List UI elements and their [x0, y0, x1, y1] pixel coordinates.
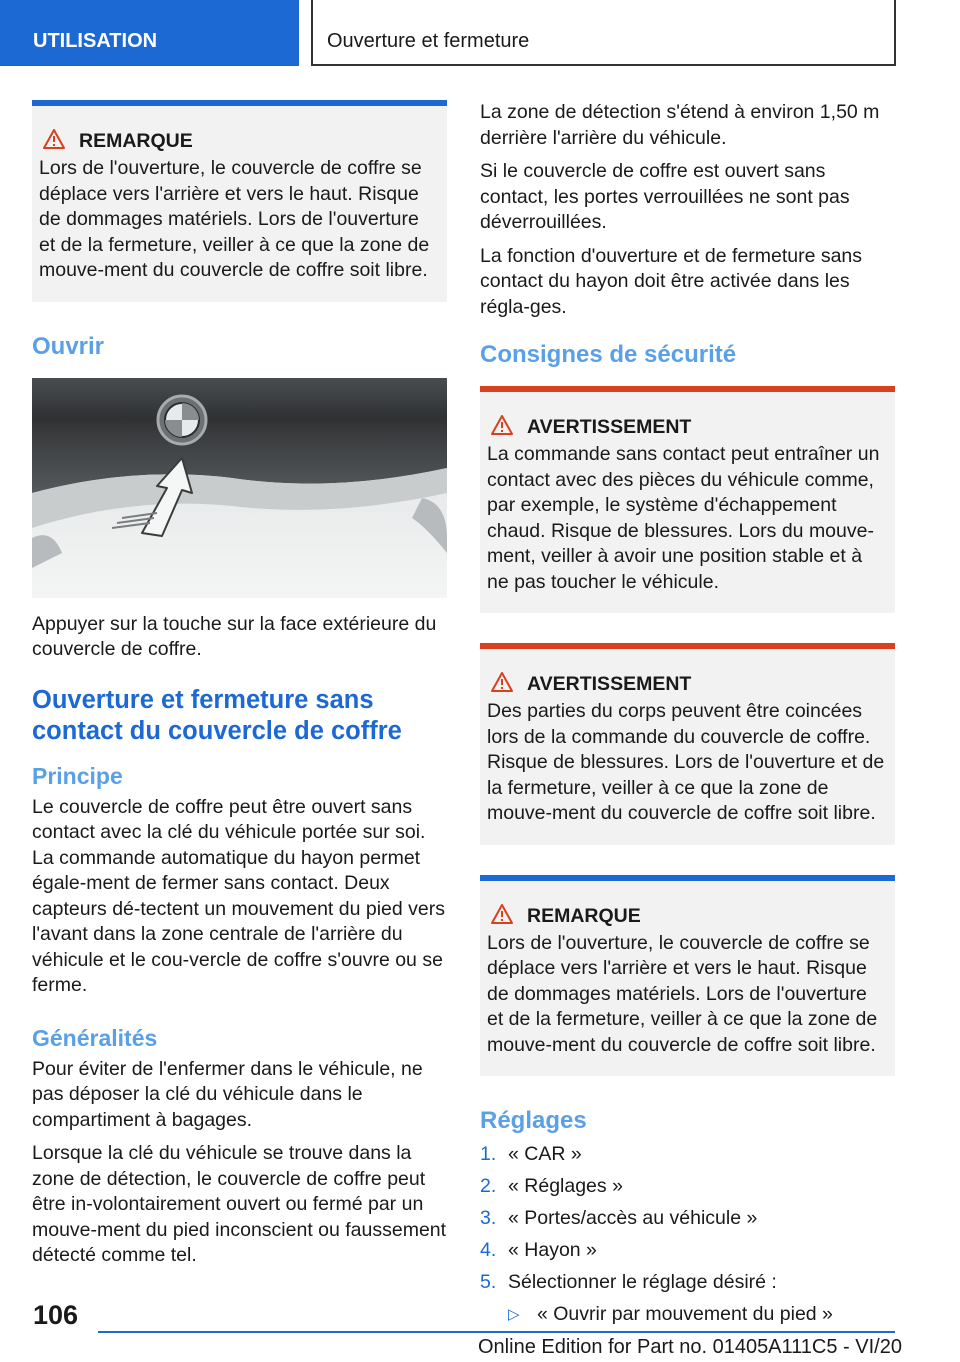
notice-text: Lors de l'ouverture, le couvercle de coffre se déplace vers l'arrière et vers le haut. Risque de dommages matériels. Lors de l'ouverture et de la fermeture, veiller à ce que la zone de mouve-ment du couvercle de coffre soit libre. — [487, 931, 878, 1056]
sub-list-item: ▷ « Ouvrir par mouvement du pied » — [508, 1302, 895, 1328]
left-column — [32, 100, 447, 1269]
warning-text: Des parties du corps peuvent être coincées lors de la commande du couvercle de coffre. Risque de blessures. Lors de l'ouverture et de la fermeture, veiller à ce que la zone de mouve-ment du couvercle de coffre soit libre. — [487, 700, 885, 824]
warning-triangle-icon — [39, 130, 79, 152]
warning-triangle-icon — [487, 673, 527, 695]
notice-title: REMARQUE — [527, 904, 641, 927]
trunk-illustration — [32, 378, 447, 598]
warning-triangle-icon — [487, 905, 527, 927]
doors-text: Si le couvercle de coffre est ouvert sans contact, les portes verrouillées ne sont pas déverrouillées. — [480, 160, 850, 233]
warning-title: AVERTISSEMENT — [527, 673, 692, 695]
footer-divider — [98, 1331, 895, 1333]
general-paragraph-1: Pour éviter de l'enfermer dans le véhicule, ne pas déposer la clé du véhicule dans le compartiment à bagages. — [32, 1057, 423, 1131]
edition-text: Online Edition for Part no. 01405A111C5 - VI/20 — [478, 1336, 902, 1358]
contactless-heading: Ouverture et fermeture sans contact du couvercle de coffre — [32, 685, 402, 745]
activation-text: La fonction d'ouverture et de fermeture sans contact du hayon doit être activée dans les régla-ges. — [480, 244, 863, 318]
list-item: 3. « Portes/accès au véhicule » — [480, 1207, 758, 1229]
list-item: 2. « Réglages » — [480, 1175, 623, 1197]
warning-box-2 — [480, 643, 895, 845]
settings-heading: Réglages — [480, 1107, 587, 1134]
figure-caption: Appuyer sur la touche sur la face extérieure du couvercle de coffre. — [32, 612, 437, 660]
warning-box-1 — [480, 386, 895, 613]
trunk-button-figure — [32, 378, 447, 598]
notice-box-2 — [480, 875, 895, 1077]
open-heading: Ouvrir — [32, 332, 105, 360]
triangle-bullet-icon: ▷ — [508, 1306, 520, 1323]
settings-steps — [480, 1142, 895, 1296]
warning-title: AVERTISSEMENT — [527, 416, 692, 438]
safety-heading: Consignes de sécurité — [480, 341, 737, 368]
warning-triangle-icon — [487, 416, 527, 438]
detection-zone-text: La zone de détection s'étend à environ 1,50 m derrière l'arrière du véhicule. — [480, 101, 880, 149]
principle-text: Le couvercle de coffre peut être ouvert sans contact avec la clé du véhicule portée sur soi. La commande automatique du hayon permet égale-ment de fermer sans contact. Deux capteurs dé-tectent un mouvement du pied vers l'avant dans la zone centrale de l'arrière du véhicule et le cou-vercle de coffre s'ouvre ou se ferme. — [32, 795, 445, 996]
notice-title: REMARQUE — [79, 130, 193, 152]
chapter-title: Ouverture et fermeture — [311, 0, 896, 66]
warning-text: La commande sans contact peut entraîner un contact avec des pièces du véhicule comme, par exemple, le système d'échappement chaud. Risque de blessures. Lors du mouve-ment, veiller à avoir une position stable et à ne pas toucher le véhicule. — [487, 443, 880, 593]
general-heading: Généralités — [32, 1024, 158, 1051]
list-item: 4. « Hayon » — [480, 1239, 597, 1261]
page-header — [0, 0, 960, 66]
right-column — [480, 100, 895, 1328]
notice-text: Lors de l'ouverture, le couvercle de coffre se déplace vers l'arrière et vers le haut. Risque de dommages matériels. Lors de l'ouverture et de la fermeture, veiller à ce que la zone de mouve-ment du couvercle de coffre soit libre. — [39, 157, 430, 281]
list-item: 1. « CAR » — [480, 1143, 582, 1165]
section-tab: UTILISATION — [0, 0, 299, 66]
principle-heading: Principe — [32, 762, 123, 789]
list-item: 5. Sélectionner le réglage désiré : — [480, 1271, 777, 1293]
general-paragraph-2: Lorsque la clé du véhicule se trouve dans la zone de détection, le couvercle de coffre peut être in-volontairement ouvert ou fermé par un mouve-ment du pied inconscient ou faussement détecté comme tel. — [32, 1142, 447, 1266]
page-number: 106 — [33, 1300, 79, 1330]
notice-box — [32, 100, 447, 302]
